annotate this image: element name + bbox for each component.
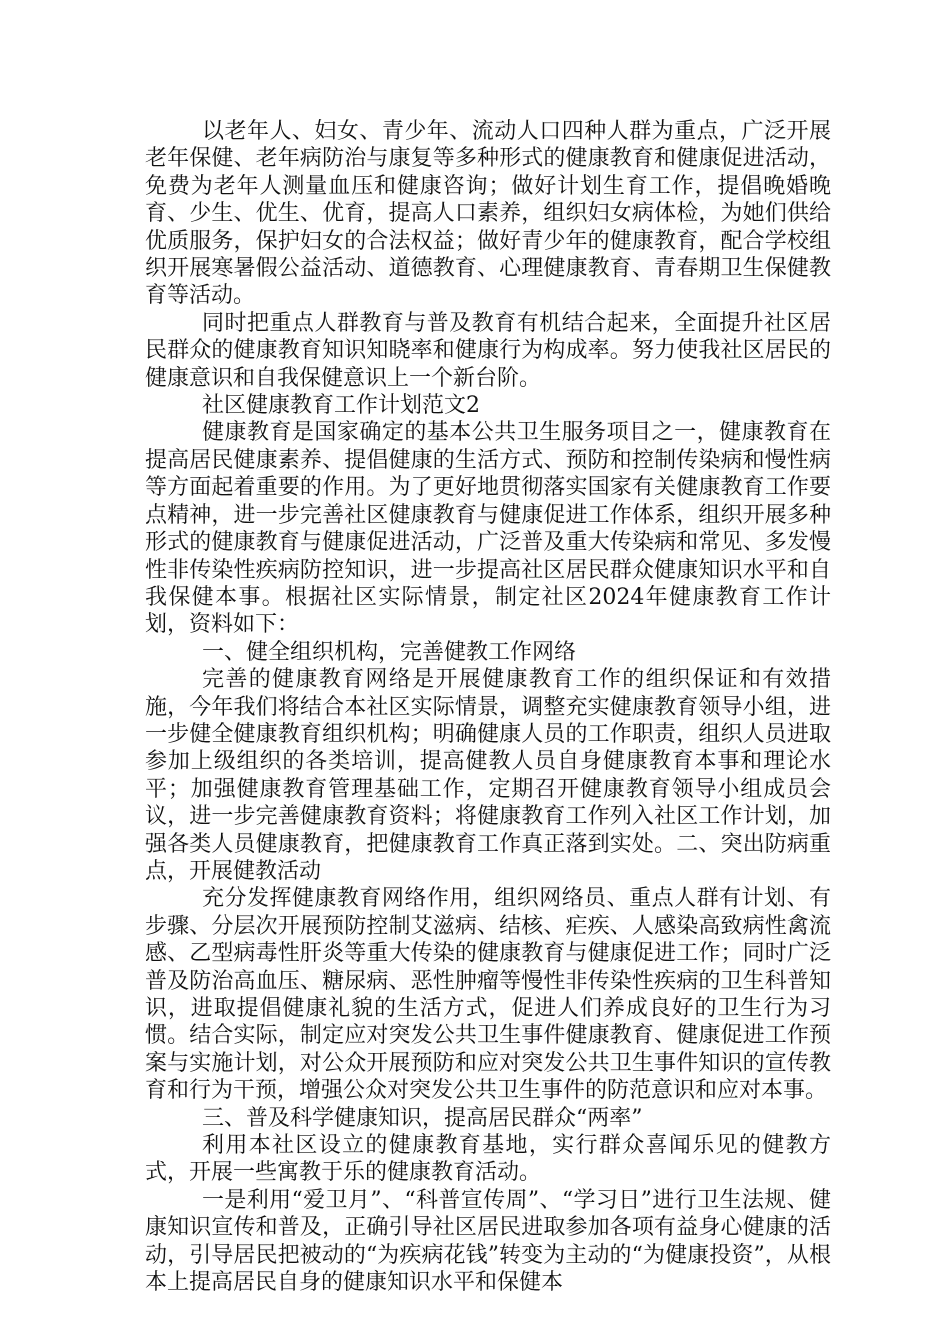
heading-health-knowledge: 三、普及科学健康知识，提高居民群众“两率”: [202, 1105, 643, 1131]
section-title-plan-2: 社区健康教育工作计划范文2: [202, 393, 480, 419]
paragraph-key-groups: 以老年人、妇女、青少年、流动人口四种人群为重点，广泛开展老年保健、老年病防治与康复等多种形式的健康教育和健康促进活动，免费为老年人测量血压和健康咨询；做好计划生育工作，提倡晚婚晚育、少生、优生、优育，提高人口素养，组织妇女病体检，为她们供给优质服务，保护妇女的合法权益；做好青少年的健康教育，配合学校组织开展寒暑假公益活动、道德教育、心理健康教育、青春期卫生保健教育等活动。: [145, 119, 831, 309]
paragraph-introduction: 健康教育是国家确定的基本公共卫生服务项目之一，健康教育在提高居民健康素养、提倡健康的生活方式、预防和控制传染病和慢性病等方面起着重要的作用。为了更好地贯彻落实国家有关健康教育工作要点精神，进一步完善社区健康教育与健康促进工作体系，组织开展多种形式的健康教育与健康促进活动，广泛普及重大传染病和常见、多发慢性非传染性疾病防控知识，进一步提高社区居民群众健康知识水平和自我保健本事。根据社区实际情景，制定社区2024年健康教育工作计划，资料如下：: [145, 420, 831, 638]
document-page: [145, 118, 831, 1296]
paragraph-education-base: 利用本社区设立的健康教育基地，实行群众喜闻乐见的健教方式，开展一些寓教于乐的健康教育活动。: [145, 1133, 831, 1186]
heading-organization: 一、健全组织机构，完善健教工作网络: [202, 639, 577, 665]
paragraph-combined-education: 同时把重点人群教育与普及教育有机结合起来，全面提升社区居民群众的健康教育知识知晓率和健康行为构成率。努力使我社区居民的健康意识和自我保健意识上一个新台阶。: [145, 310, 831, 391]
paragraph-campaigns: 一是利用“爱卫月”、“科普宣传周”、“学习日”进行卫生法规、健康知识宣传和普及，正确引导社区居民进取参加各项有益身心健康的活动，引导居民把被动的“为疾病花钱”转变为主动的“为健康投资”，从根本上提高居民自身的健康知识水平和保健本: [145, 1187, 831, 1296]
paragraph-disease-prevention: 充分发挥健康教育网络作用，组织网络员、重点人群有计划、有步骤、分层次开展预防控制艾滋病、结核、疟疾、人感染高致病性禽流感、乙型病毒性肝炎等重大传染的健康教育与健康促进工作；同时广泛普及防治高血压、糖尿病、恶性肿瘤等慢性非传染性疾病的卫生科普知识，进取提倡健康礼貌的生活方式，促进人们养成良好的卫生行为习惯。结合实际，制定应对突发公共卫生事件健康教育、健康促进工作预案与实施计划，对公众开展预防和应对突发公共卫生事件知识的宣传教育和行为干预，增强公众对突发公共卫生事件的防范意识和应对本事。: [145, 886, 831, 1104]
paragraph-network: 完善的健康教育网络是开展健康教育工作的组织保证和有效措施，今年我们将结合本社区实际情景，调整充实健康教育领导小组，进一步健全健康教育组织机构；明确健康人员的工作职责，组织人员进取参加上级组织的各类培训，提高健教人员自身健康教育本事和理论水平；加强健康教育管理基础工作，定期召开健康教育领导小组成员会议，进一步完善健康教育资料；将健康教育工作列入社区工作计划，加强各类人员健康教育，把健康教育工作真正落到实处。二、突出防病重点，开展健教活动: [145, 667, 831, 884]
